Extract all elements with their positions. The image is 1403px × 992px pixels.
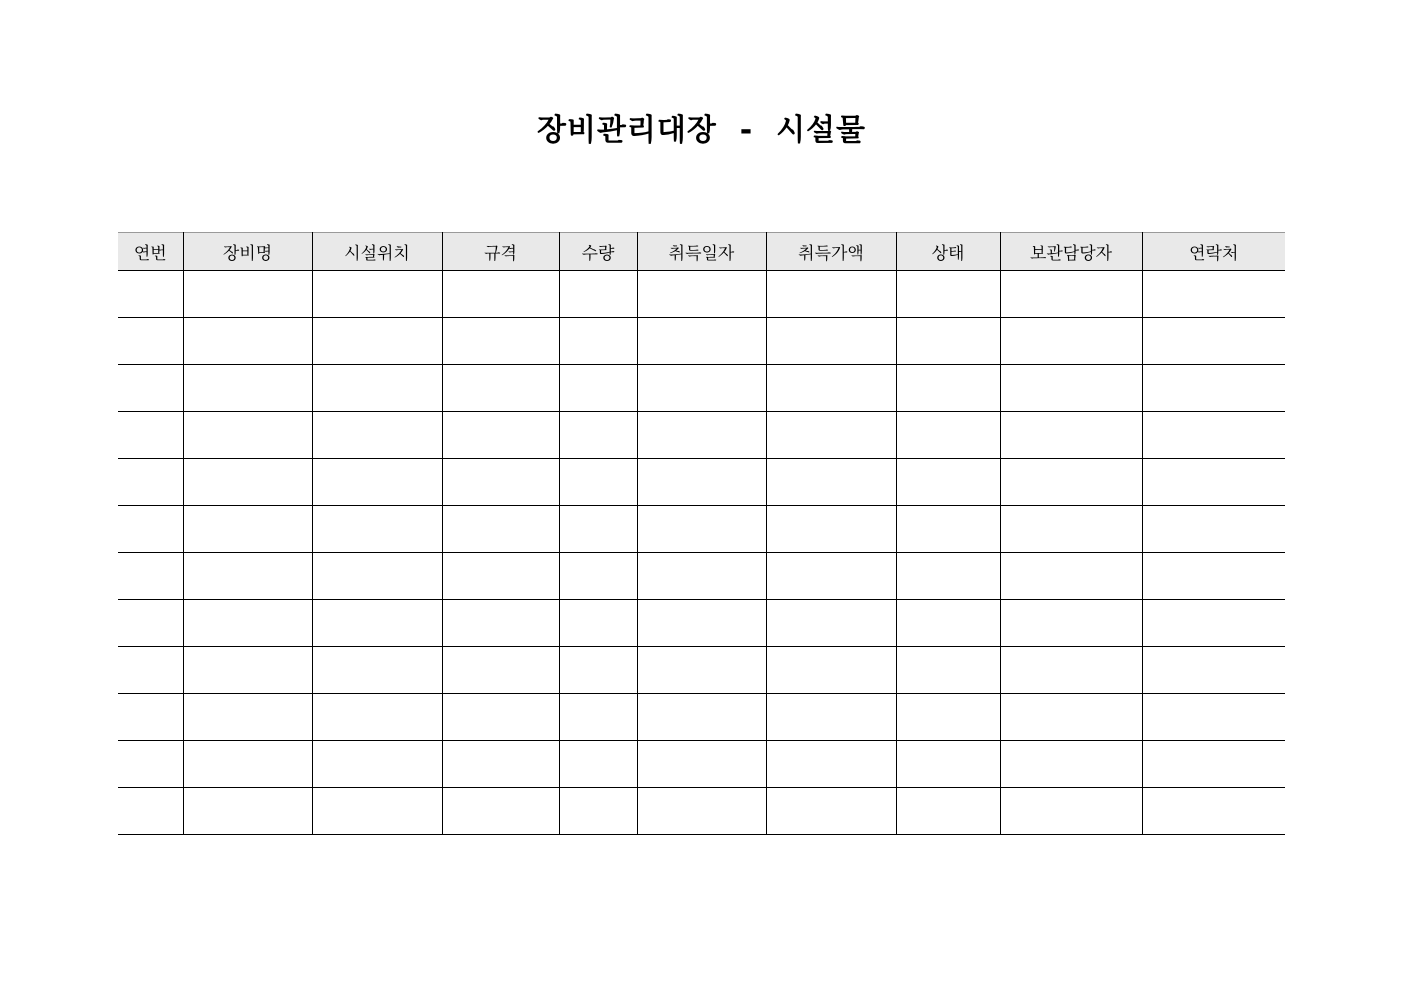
- table-cell[interactable]: [1142, 694, 1285, 741]
- table-cell[interactable]: [312, 647, 442, 694]
- column-header-acquisition-date: 취득일자: [637, 233, 766, 271]
- column-header-facility-location: 시설위치: [312, 233, 442, 271]
- table-cell[interactable]: [183, 271, 312, 318]
- table-header-row: [118, 233, 1285, 271]
- table-cell[interactable]: [183, 647, 312, 694]
- table-cell[interactable]: [1000, 318, 1142, 365]
- table-cell[interactable]: [1142, 459, 1285, 506]
- table-cell[interactable]: [559, 506, 637, 553]
- table-cell[interactable]: [766, 365, 896, 412]
- table-cell[interactable]: [442, 788, 559, 835]
- table-cell[interactable]: [559, 365, 637, 412]
- table-cell[interactable]: [1142, 412, 1285, 459]
- table-cell[interactable]: [559, 741, 637, 788]
- table-row: [118, 412, 1285, 459]
- table-cell[interactable]: [442, 318, 559, 365]
- table-cell[interactable]: [559, 694, 637, 741]
- table-cell[interactable]: [896, 553, 1000, 600]
- table-cell[interactable]: [896, 694, 1000, 741]
- table-cell[interactable]: [766, 271, 896, 318]
- table-cell[interactable]: [766, 600, 896, 647]
- table-cell[interactable]: [118, 318, 183, 365]
- table-cell[interactable]: [442, 365, 559, 412]
- table-cell[interactable]: [1142, 506, 1285, 553]
- table-cell[interactable]: [183, 788, 312, 835]
- table-cell[interactable]: [118, 506, 183, 553]
- table-cell[interactable]: [637, 600, 766, 647]
- table-row: [118, 318, 1285, 365]
- column-header-status: 상태: [896, 233, 1000, 271]
- table-cell[interactable]: [1000, 694, 1142, 741]
- table-cell[interactable]: [312, 741, 442, 788]
- table-cell[interactable]: [896, 412, 1000, 459]
- column-header-specification: 규격: [442, 233, 559, 271]
- table-cell[interactable]: [1000, 553, 1142, 600]
- table-cell[interactable]: [312, 600, 442, 647]
- table-cell[interactable]: [442, 600, 559, 647]
- table-cell[interactable]: [442, 647, 559, 694]
- table-cell[interactable]: [1142, 647, 1285, 694]
- table-row: [118, 694, 1285, 741]
- table-cell[interactable]: [637, 647, 766, 694]
- column-header-custodian: 보관담당자: [1000, 233, 1142, 271]
- table-cell[interactable]: [1000, 271, 1142, 318]
- table-cell[interactable]: [118, 600, 183, 647]
- table-cell[interactable]: [118, 741, 183, 788]
- table-cell[interactable]: [442, 553, 559, 600]
- table-cell[interactable]: [637, 506, 766, 553]
- table-cell[interactable]: [896, 600, 1000, 647]
- equipment-ledger-table: [118, 232, 1285, 835]
- table-cell[interactable]: [766, 741, 896, 788]
- table-cell[interactable]: [1000, 600, 1142, 647]
- table-cell[interactable]: [1142, 741, 1285, 788]
- table-cell[interactable]: [766, 459, 896, 506]
- column-header-serial-no: 연번: [118, 233, 183, 271]
- table-cell[interactable]: [312, 694, 442, 741]
- table-cell[interactable]: [118, 459, 183, 506]
- table-cell[interactable]: [1000, 647, 1142, 694]
- table-row: [118, 788, 1285, 835]
- table-cell[interactable]: [183, 741, 312, 788]
- table-cell[interactable]: [118, 788, 183, 835]
- table-cell[interactable]: [559, 647, 637, 694]
- table-row: [118, 271, 1285, 318]
- column-header-acquisition-price: 취득가액: [766, 233, 896, 271]
- table-cell[interactable]: [1142, 788, 1285, 835]
- table-row: [118, 506, 1285, 553]
- table-cell[interactable]: [766, 506, 896, 553]
- table-cell[interactable]: [442, 694, 559, 741]
- table-cell[interactable]: [442, 412, 559, 459]
- table-cell[interactable]: [896, 365, 1000, 412]
- column-header-equipment-name: 장비명: [183, 233, 312, 271]
- table-cell[interactable]: [1142, 271, 1285, 318]
- table-cell[interactable]: [183, 694, 312, 741]
- table-cell[interactable]: [766, 412, 896, 459]
- table-row: [118, 365, 1285, 412]
- table-cell[interactable]: [896, 741, 1000, 788]
- table-cell[interactable]: [183, 553, 312, 600]
- table-cell[interactable]: [766, 788, 896, 835]
- table-cell[interactable]: [559, 412, 637, 459]
- table-cell[interactable]: [312, 506, 442, 553]
- table-cell[interactable]: [118, 694, 183, 741]
- table-row: [118, 741, 1285, 788]
- table-cell[interactable]: [766, 318, 896, 365]
- table-cell[interactable]: [559, 788, 637, 835]
- table-cell[interactable]: [1000, 412, 1142, 459]
- table-row: [118, 647, 1285, 694]
- table-cell[interactable]: [766, 647, 896, 694]
- table-cell[interactable]: [559, 553, 637, 600]
- table-cell[interactable]: [559, 600, 637, 647]
- column-header-contact: 연락처: [1142, 233, 1285, 271]
- table-cell[interactable]: [183, 412, 312, 459]
- table-cell[interactable]: [637, 412, 766, 459]
- table-cell[interactable]: [637, 365, 766, 412]
- table-cell[interactable]: [118, 553, 183, 600]
- table-cell[interactable]: [637, 741, 766, 788]
- table-row: [118, 553, 1285, 600]
- table-row: [118, 600, 1285, 647]
- table-cell[interactable]: [118, 365, 183, 412]
- table-cell[interactable]: [1142, 553, 1285, 600]
- table-cell[interactable]: [1000, 459, 1142, 506]
- table-cell[interactable]: [766, 553, 896, 600]
- table-cell[interactable]: [312, 459, 442, 506]
- table-cell[interactable]: [1000, 788, 1142, 835]
- table-cell[interactable]: [442, 459, 559, 506]
- column-header-quantity: 수량: [559, 233, 637, 271]
- table-cell[interactable]: [312, 412, 442, 459]
- table-cell[interactable]: [559, 271, 637, 318]
- table-cell[interactable]: [896, 506, 1000, 553]
- table-cell[interactable]: [442, 506, 559, 553]
- table-cell[interactable]: [637, 788, 766, 835]
- table-cell[interactable]: [637, 271, 766, 318]
- table-cell[interactable]: [1142, 318, 1285, 365]
- table-cell[interactable]: [637, 318, 766, 365]
- table-cell[interactable]: [442, 741, 559, 788]
- table-cell[interactable]: [118, 412, 183, 459]
- table-cell[interactable]: [559, 459, 637, 506]
- table-cell[interactable]: [183, 600, 312, 647]
- table-cell[interactable]: [442, 271, 559, 318]
- table-cell[interactable]: [559, 318, 637, 365]
- table-cell[interactable]: [896, 788, 1000, 835]
- table-cell[interactable]: [1000, 365, 1142, 412]
- table-cell[interactable]: [896, 318, 1000, 365]
- table-cell[interactable]: [896, 647, 1000, 694]
- table-cell[interactable]: [1142, 365, 1285, 412]
- table-cell[interactable]: [183, 365, 312, 412]
- document-title: 장비관리대장 - 시설물: [536, 113, 867, 148]
- table-cell[interactable]: [1142, 600, 1285, 647]
- table-cell[interactable]: [896, 271, 1000, 318]
- table-row: [118, 459, 1285, 506]
- table-cell[interactable]: [1000, 506, 1142, 553]
- table-cell[interactable]: [637, 553, 766, 600]
- table-cell[interactable]: [312, 553, 442, 600]
- table-cell[interactable]: [637, 694, 766, 741]
- table-cell[interactable]: [312, 318, 442, 365]
- table-cell[interactable]: [183, 318, 312, 365]
- table-cell[interactable]: [118, 647, 183, 694]
- table-cell[interactable]: [1000, 741, 1142, 788]
- table-cell[interactable]: [183, 506, 312, 553]
- table-cell[interactable]: [896, 459, 1000, 506]
- table-cell[interactable]: [312, 788, 442, 835]
- table-cell[interactable]: [183, 459, 312, 506]
- table-cell[interactable]: [118, 271, 183, 318]
- table-cell[interactable]: [766, 694, 896, 741]
- table-cell[interactable]: [637, 459, 766, 506]
- table-cell[interactable]: [312, 271, 442, 318]
- table-cell[interactable]: [312, 365, 442, 412]
